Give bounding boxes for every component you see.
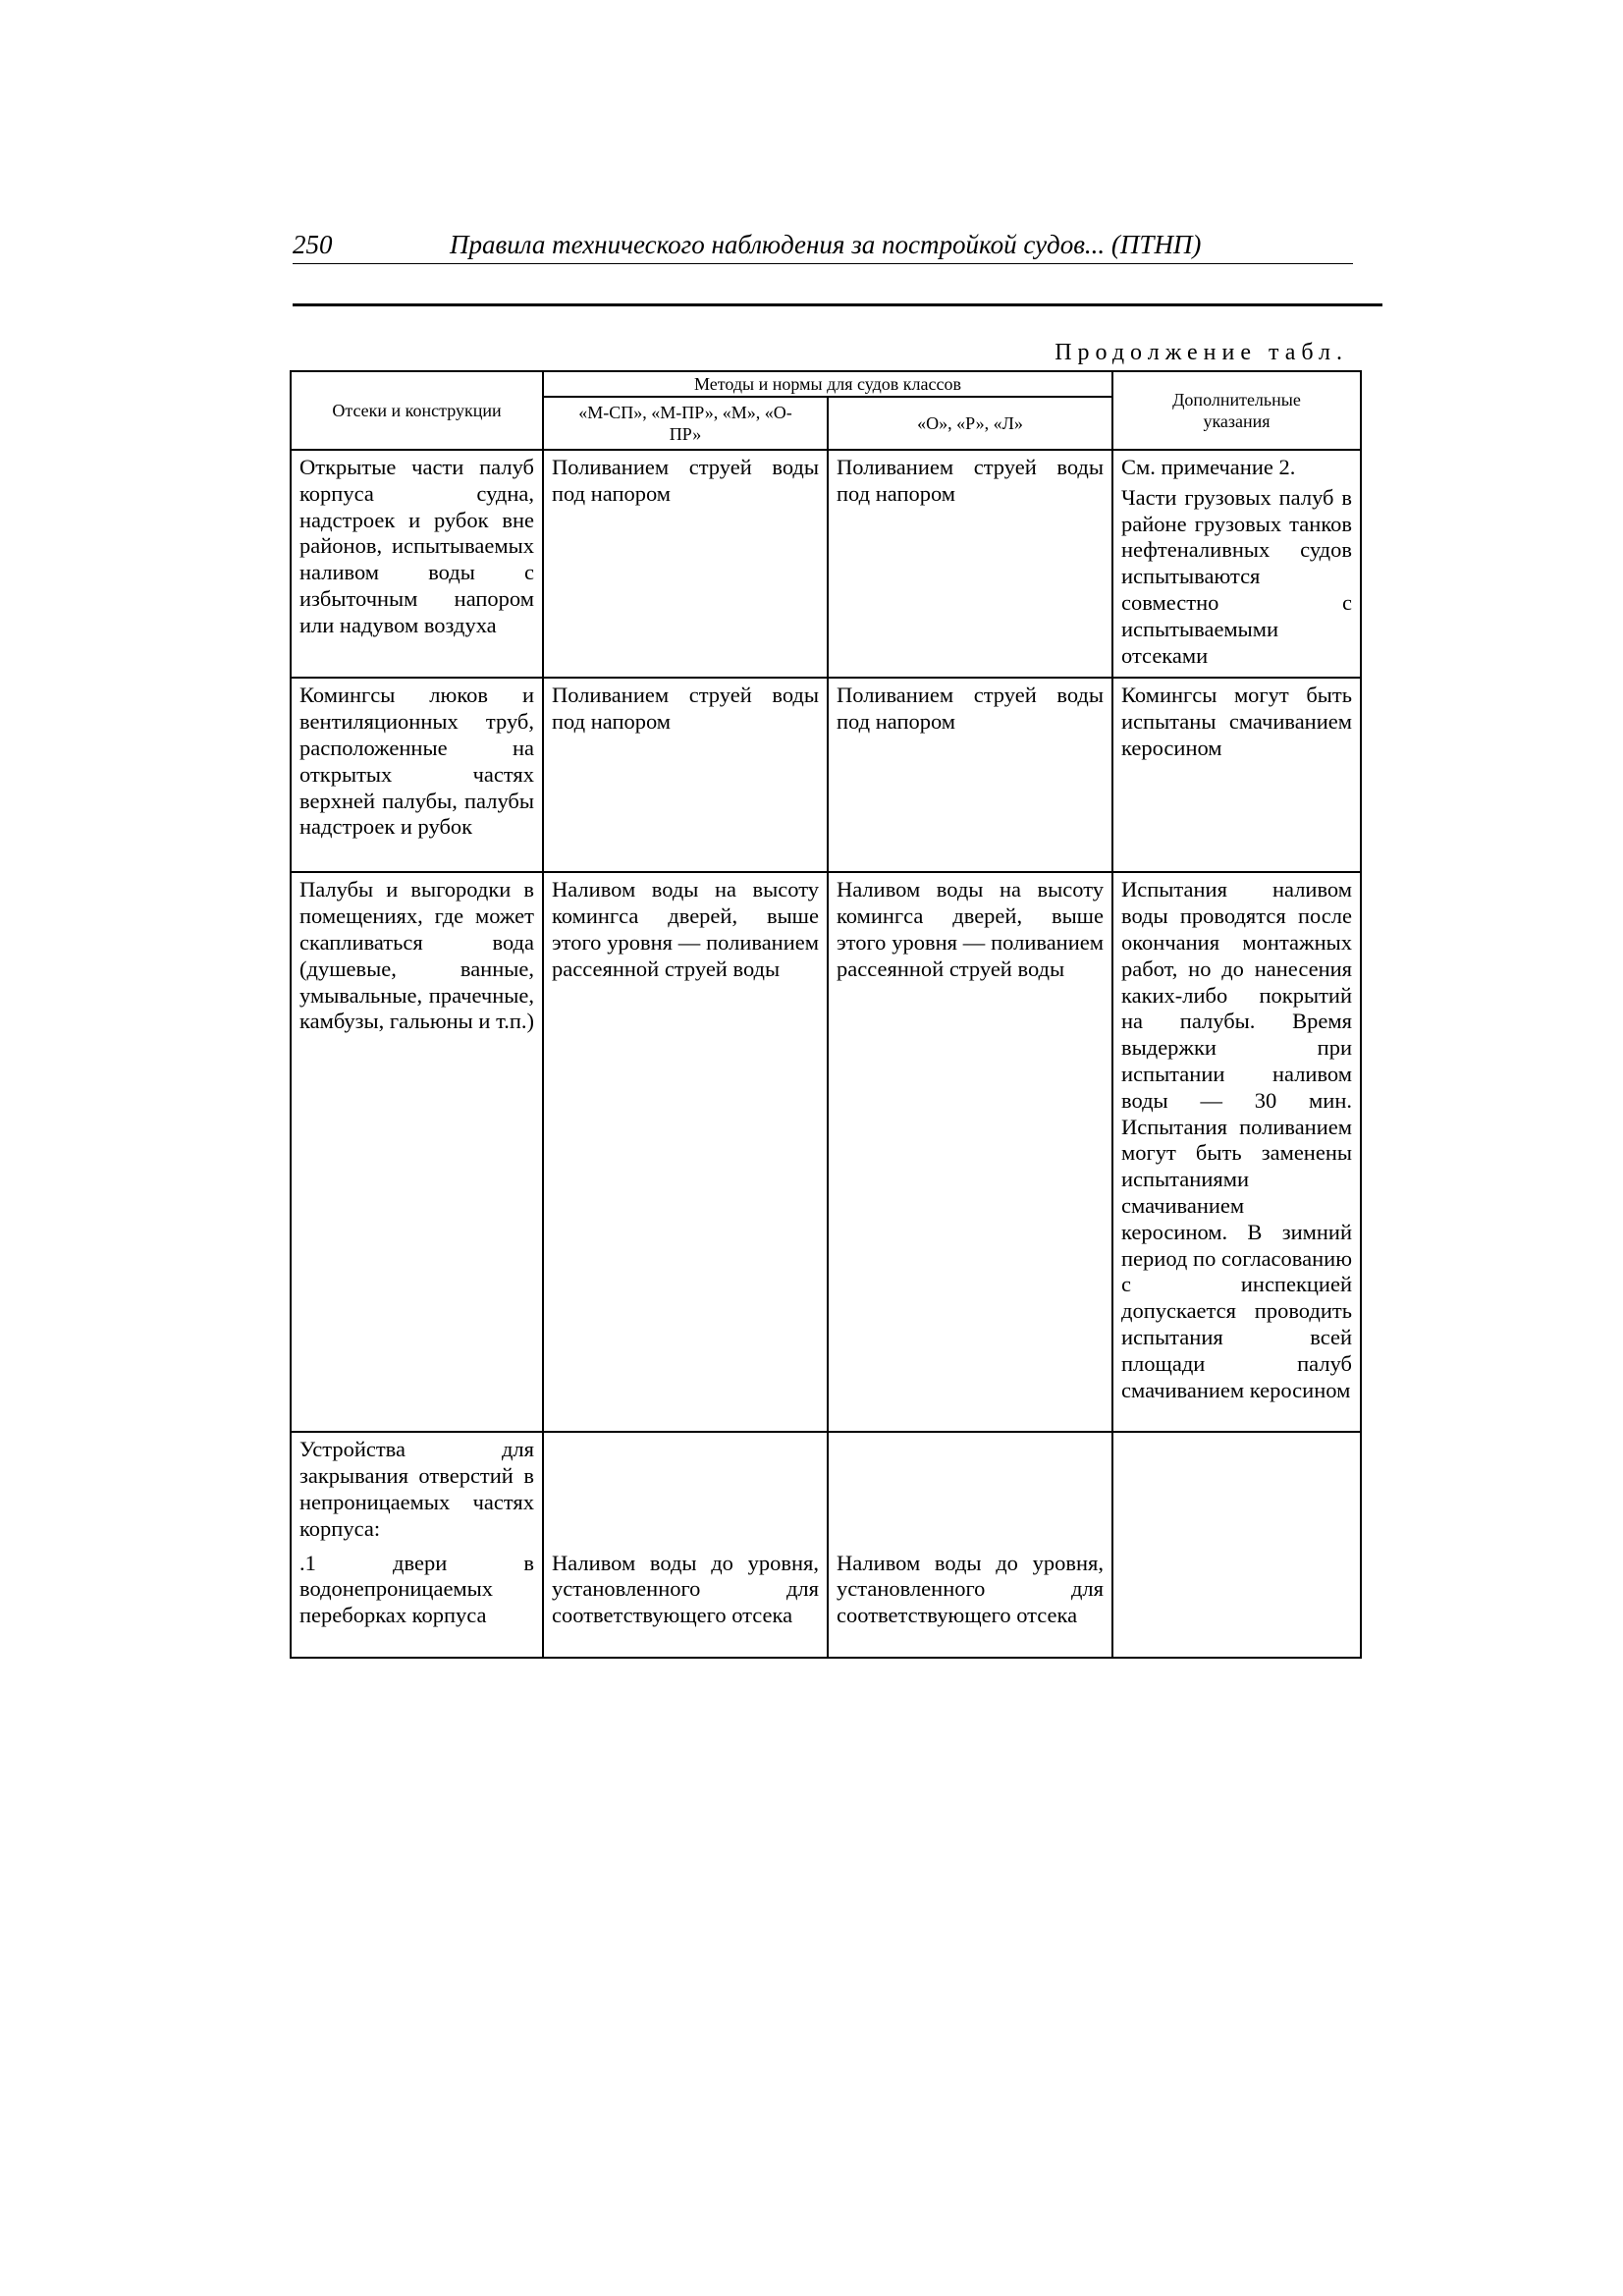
row3-note: Испытания наливом воды проводятся после окончания монтажных работ, но до нанесения каких-либо покрытий на палубы. Время выдержки при испытании наливом воды — 30 мин. Испытания поливанием могут быть заменены испытаниями смачиванием керосином. В зимний период по согласованию с инспекцией допускается проводить испытания всей площади палуб смачиванием керосином — [1112, 872, 1361, 1432]
row1-note-text: Части грузовых палуб в районе грузовых танков нефтеналивных судов испытываются совместно с испытываемыми отсеками — [1121, 484, 1352, 668]
table-row — [291, 678, 1361, 872]
row4-note-empty — [1112, 1432, 1361, 1657]
row1-note-ref: См. примечание 2. — [1121, 455, 1296, 479]
row1-note — [1112, 450, 1361, 678]
row2-compartment: Комингсы люков и вентиляционных труб, расположенные на открытых частях верхней палубы, палубы надстроек и рубок — [291, 678, 543, 872]
table-header-row — [291, 371, 1361, 397]
row3-method-2: Наливом воды на высоту комингса дверей, выше этого уровня — поливанием рассеянной струей воды — [828, 872, 1112, 1432]
row2-note: Комингсы могут быть испытаны смачиванием керосином — [1112, 678, 1361, 872]
row4-sub-compartment: .1 двери в водонепроницаемых переборках корпуса — [291, 1547, 543, 1658]
row4-method-2-empty — [828, 1432, 1112, 1546]
row4-compartment: Устройства для закрывания отверстий в непроницаемых частях корпуса: — [291, 1432, 543, 1546]
section-rule — [293, 303, 1382, 306]
row1-method-2: Поливанием струей воды под напором — [828, 450, 1112, 678]
row2-method-1: Поливанием струей воды под напором — [543, 678, 828, 872]
specification-table — [290, 370, 1362, 1659]
header-class-group-2: «О», «Р», «Л» — [828, 397, 1112, 450]
table-row — [291, 450, 1361, 678]
row4-method-2: Наливом воды до уровня, установленного для соответствующего отсека — [828, 1547, 1112, 1658]
header-compartments: Отсеки и конструкции — [291, 371, 543, 450]
row2-method-2: Поливанием струей воды под напором — [828, 678, 1112, 872]
table-row — [291, 872, 1361, 1432]
table-continuation-label: Продолжение табл. — [1055, 340, 1348, 365]
header-rule — [293, 263, 1353, 264]
row4-method-1-empty — [543, 1432, 828, 1546]
header-methods-group: Методы и нормы для судов классов — [543, 371, 1112, 397]
header-additional: Дополнительные указания — [1112, 371, 1361, 450]
header-class-group-1: «М-СП», «М-ПР», «М», «О-ПР» — [543, 397, 828, 450]
page-number: 250 — [293, 230, 333, 259]
row3-compartment: Палубы и выгородки в помещениях, где может скапливаться вода (душевые, ванные, умывальные, прачечные, камбузы, гальюны и т.п.) — [291, 872, 543, 1432]
row1-compartment: Открытые части палуб корпуса судна, надстроек и рубок вне районов, испытываемых наливом воды с избыточным напором или надувом воздуха — [291, 450, 543, 678]
row1-method-1: Поливанием струей воды под напором — [543, 450, 828, 678]
table-row — [291, 1432, 1361, 1546]
row3-method-1: Наливом воды на высоту комингса дверей, выше этого уровня — поливанием рассеянной струей воды — [543, 872, 828, 1432]
running-title: Правила технического наблюдения за постройкой судов... (ПТНП) — [450, 230, 1202, 259]
page-header — [293, 228, 1353, 261]
row4-method-1: Наливом воды до уровня, установленного для соответствующего отсека — [543, 1547, 828, 1658]
